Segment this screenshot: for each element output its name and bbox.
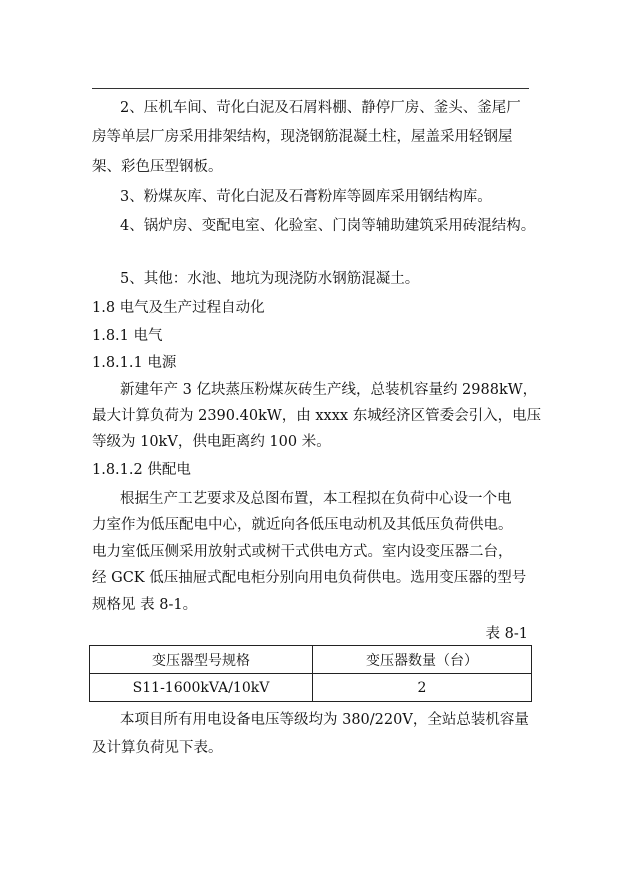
table-cell: S11-1600kVA/10kV: [90, 674, 313, 702]
paragraph-line: 2、压机车间、苛化白泥及石屑料棚、静停厂房、釜头、釜尾厂: [120, 100, 521, 116]
paragraph-line: 等级为 10kV，供电距离约 100 米。: [92, 434, 331, 450]
paragraph-line: 根据生产工艺要求及总图布置，本工程拟在负荷中心设一个电: [120, 491, 512, 507]
paragraph-line: 规格见 表 8-1。: [92, 597, 198, 613]
table-header-cell: 变压器数量（台）: [313, 646, 532, 674]
section-heading: 1.8.1.1 电源: [92, 355, 177, 371]
table-header-row: [90, 646, 532, 674]
section-heading: 1.8.1 电气: [92, 328, 163, 344]
section-heading: 1.8 电气及生产过程自动化: [92, 300, 265, 316]
paragraph-line: 4、锅炉房、变配电室、化验室、门岗等辅助建筑采用砖混结构。: [120, 218, 536, 234]
paragraph-line: 经 GCK 低压抽屉式配电柜分别向用电负荷供电。选用变压器的型号: [92, 570, 527, 586]
paragraph-line: 本项目所有用电设备电压等级均为 380/220V，全站总装机容量: [120, 712, 529, 728]
paragraph-line: 及计算负荷见下表。: [92, 740, 223, 756]
paragraph-line: 5、其他：水池、地坑为现浇防水钢筋混凝土。: [120, 271, 420, 287]
table-cell: 2: [313, 674, 532, 702]
paragraph-line: 力室作为低压配电中心，就近向各低压电动机及其低压负荷供电。: [92, 517, 513, 533]
paragraph-line: 电力室低压侧采用放射式或树干式供电方式。室内设变压器二台，: [92, 544, 513, 560]
table-row: [90, 674, 532, 702]
paragraph-line: 新建年产 3 亿块蒸压粉煤灰砖生产线，总装机容量约 2988kW，: [120, 382, 538, 398]
section-heading: 1.8.1.2 供配电: [92, 462, 191, 478]
paragraph-line: 最大计算负荷为 2390.40kW，由 xxxx 东城经济区管委会引入，电压: [92, 408, 542, 424]
table-caption: 表 8-1: [485, 626, 528, 642]
paragraph-line: 房等单层厂房采用排架结构，现浇钢筋混凝土柱，屋盖采用轻钢屋: [92, 129, 513, 145]
table-header-cell: 变压器型号规格: [90, 646, 313, 674]
transformer-table: [89, 645, 532, 702]
paragraph-line: 3、粉煤灰库、苛化白泥及石膏粉库等圆库采用钢结构库。: [120, 189, 492, 205]
paragraph-line: 架、彩色压型钢板。: [92, 159, 223, 175]
header-rule: [92, 88, 529, 89]
